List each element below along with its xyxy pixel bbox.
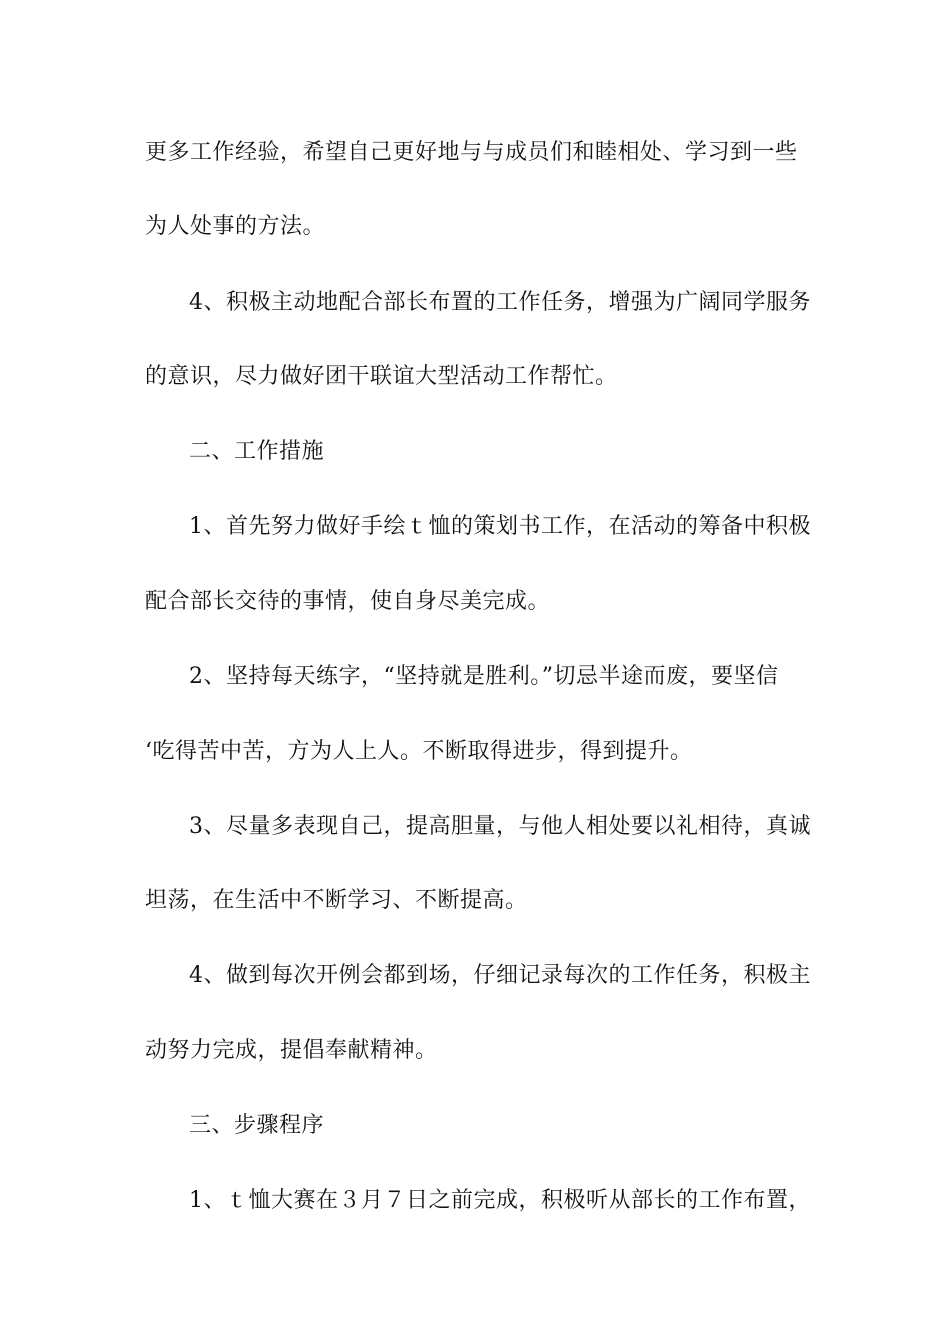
paragraph-line: 配合部长交待的事情，使自身尽美完成。 [145,589,551,614]
paragraph-line: 4、积极主动地配合部长布置的工作任务，增强为广阔同学服务 [189,290,811,315]
paragraph-line: 3、尽量多表现自己，提高胆量，与他人相处要以礼相待，真诚 [189,814,811,839]
paragraph-line: 的意识，尽力做好团干联谊大型活动工作帮忙。 [145,364,618,389]
paragraph-line: 1、首先努力做好手绘ｔ恤的策划书工作，在活动的筹备中积极 [189,514,811,539]
section-heading: 二、工作措施 [189,439,325,464]
paragraph-line: 4、做到每次开例会都到场，仔细记录每次的工作任务，积极主 [189,963,811,988]
paragraph-line: 更多工作经验，希望自己更好地与与成员们和睦相处、学习到一些 [145,140,798,165]
paragraph-line: ‘吃得苦中苦，方为人上人。不断取得进步，得到提升。 [145,739,693,764]
section-heading: 三、步骤程序 [189,1113,325,1138]
paragraph-line: 为人处事的方法。 [145,214,326,239]
paragraph-line: 坦荡，在生活中不断学习、不断提高。 [145,888,528,913]
paragraph-line: 2、坚持每天练字，“坚持就是胜利。”切忌半途而废，要坚信 [189,664,779,689]
paragraph-line: 动努力完成，提倡奉献精神。 [145,1038,438,1063]
paragraph-line: 1、ｔ恤大赛在３月７日之前完成，积极听从部长的工作布置， [189,1188,811,1213]
